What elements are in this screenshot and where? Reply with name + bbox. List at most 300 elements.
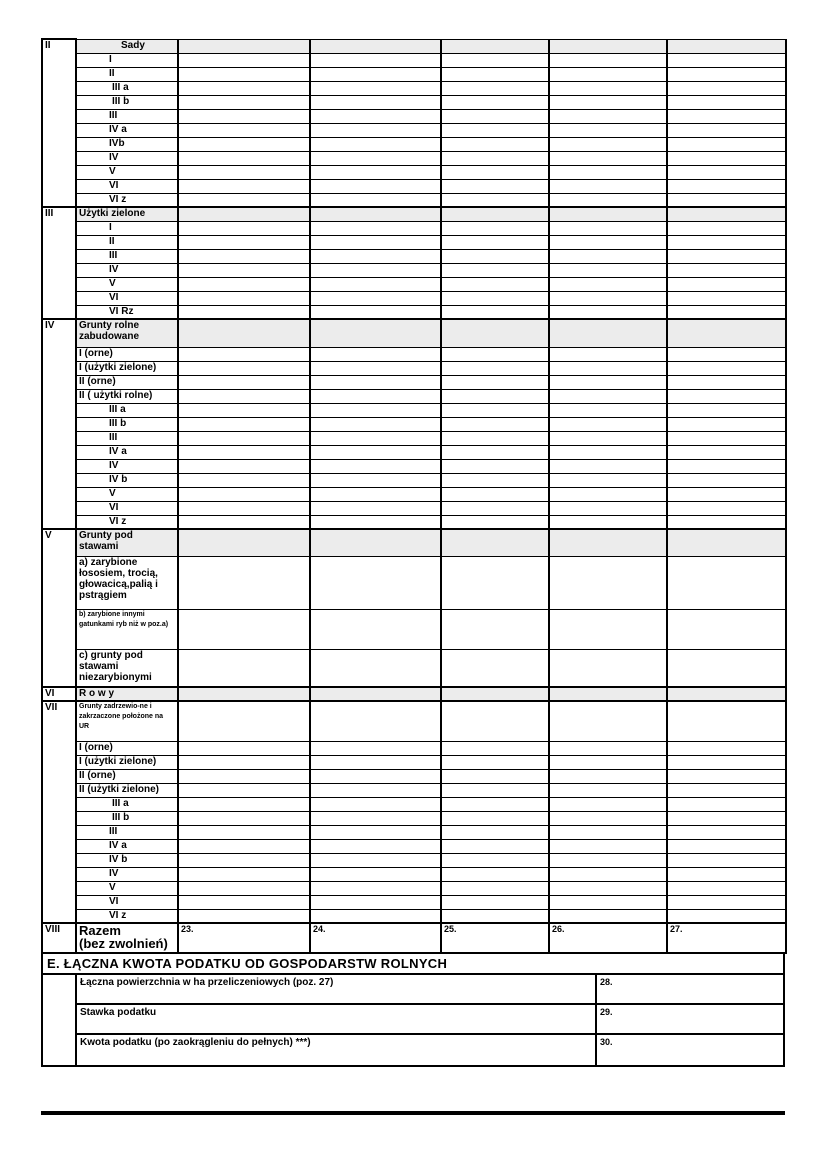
value-cell[interactable] — [549, 347, 667, 361]
value-cell[interactable] — [441, 825, 549, 839]
value-cell[interactable] — [549, 81, 667, 95]
value-cell[interactable] — [310, 755, 441, 769]
value-cell[interactable] — [549, 193, 667, 207]
table-row — [42, 515, 786, 529]
value-cell[interactable] — [178, 375, 310, 389]
value-cell[interactable] — [667, 459, 786, 473]
table-row — [42, 473, 786, 487]
value-cell[interactable] — [178, 556, 310, 609]
value-cell[interactable] — [178, 701, 310, 741]
value-cell[interactable] — [310, 95, 441, 109]
value-cell[interactable] — [441, 649, 549, 687]
value-cell[interactable] — [549, 501, 667, 515]
value-cell[interactable] — [178, 165, 310, 179]
value-cell[interactable] — [441, 556, 549, 609]
value-cell[interactable] — [310, 783, 441, 797]
value-cell[interactable] — [667, 515, 786, 529]
value-cell[interactable] — [549, 487, 667, 501]
value-cell[interactable] — [441, 67, 549, 81]
value-cell[interactable] — [667, 839, 786, 853]
value-cell[interactable] — [549, 556, 667, 609]
value-cell[interactable] — [441, 319, 549, 347]
value-cell[interactable] — [549, 235, 667, 249]
value-cell[interactable] — [549, 207, 667, 221]
value-cell[interactable] — [441, 853, 549, 867]
value-cell[interactable] — [178, 741, 310, 755]
value-cell[interactable] — [667, 39, 786, 53]
roman-numeral — [42, 609, 76, 649]
value-cell[interactable] — [441, 417, 549, 431]
value-cell[interactable] — [310, 165, 441, 179]
value-cell[interactable] — [310, 811, 441, 825]
value-cell[interactable] — [549, 445, 667, 459]
value-cell[interactable] — [549, 459, 667, 473]
value-cell[interactable] — [441, 389, 549, 403]
value-cell[interactable] — [441, 291, 549, 305]
value-cell[interactable] — [549, 361, 667, 375]
value-cell[interactable] — [178, 263, 310, 277]
value-cell[interactable] — [441, 769, 549, 783]
value-cell[interactable] — [549, 39, 667, 53]
value-cell[interactable] — [178, 431, 310, 445]
value-cell[interactable] — [667, 109, 786, 123]
table-row — [42, 895, 786, 909]
value-cell[interactable] — [178, 109, 310, 123]
roman-numeral: VI — [42, 687, 76, 701]
value-cell[interactable] — [178, 137, 310, 151]
value-cell[interactable] — [441, 165, 549, 179]
value-cell[interactable] — [178, 95, 310, 109]
field-23[interactable]: 23. — [178, 923, 310, 953]
value-cell[interactable] — [549, 319, 667, 347]
value-cell[interactable] — [549, 687, 667, 701]
roman-numeral — [42, 649, 76, 687]
value-cell[interactable] — [667, 95, 786, 109]
value-cell[interactable] — [549, 123, 667, 137]
value-cell[interactable] — [667, 291, 786, 305]
value-cell[interactable] — [549, 431, 667, 445]
value-cell[interactable] — [549, 249, 667, 263]
value-cell[interactable] — [178, 81, 310, 95]
value-cell[interactable] — [310, 207, 441, 221]
value-cell[interactable] — [310, 839, 441, 853]
value-cell[interactable] — [441, 797, 549, 811]
value-cell[interactable] — [178, 755, 310, 769]
value-cell[interactable] — [441, 277, 549, 291]
value-cell[interactable] — [549, 221, 667, 235]
value-cell[interactable] — [178, 839, 310, 853]
roman-numeral: III — [42, 207, 76, 221]
value-cell[interactable] — [549, 389, 667, 403]
value-cell[interactable] — [441, 783, 549, 797]
value-cell[interactable] — [441, 375, 549, 389]
table-row — [42, 39, 786, 53]
value-cell[interactable] — [549, 769, 667, 783]
value-cell[interactable] — [178, 67, 310, 81]
roman-numeral — [42, 361, 76, 375]
value-cell[interactable] — [549, 811, 667, 825]
row-label: I (orne) — [76, 741, 178, 755]
value-cell[interactable] — [441, 95, 549, 109]
value-cell[interactable] — [310, 291, 441, 305]
value-cell[interactable] — [441, 81, 549, 95]
value-cell[interactable] — [310, 347, 441, 361]
value-cell[interactable] — [549, 67, 667, 81]
value-cell[interactable] — [310, 741, 441, 755]
value-cell[interactable] — [178, 473, 310, 487]
value-cell[interactable] — [178, 797, 310, 811]
value-cell[interactable] — [667, 529, 786, 556]
value-cell[interactable] — [441, 755, 549, 769]
value-cell[interactable] — [667, 741, 786, 755]
value-cell[interactable] — [549, 305, 667, 319]
value-cell[interactable] — [178, 609, 310, 649]
value-cell[interactable] — [310, 179, 441, 193]
value-cell[interactable] — [549, 609, 667, 649]
value-cell[interactable] — [178, 249, 310, 263]
value-cell[interactable] — [667, 375, 786, 389]
field-30[interactable]: 30. — [600, 1037, 613, 1047]
value-cell[interactable] — [310, 361, 441, 375]
value-cell[interactable] — [178, 221, 310, 235]
value-cell[interactable] — [178, 853, 310, 867]
value-cell[interactable] — [178, 459, 310, 473]
value-cell[interactable] — [549, 741, 667, 755]
value-cell[interactable] — [441, 459, 549, 473]
value-cell[interactable] — [667, 221, 786, 235]
value-cell[interactable] — [667, 811, 786, 825]
value-cell[interactable] — [441, 909, 549, 923]
value-cell[interactable] — [667, 151, 786, 165]
value-cell[interactable] — [310, 53, 441, 67]
value-cell[interactable] — [441, 431, 549, 445]
value-cell[interactable] — [441, 361, 549, 375]
value-cell[interactable] — [310, 319, 441, 347]
table-row — [42, 556, 786, 609]
value-cell[interactable] — [549, 839, 667, 853]
value-cell[interactable] — [178, 529, 310, 556]
value-cell[interactable] — [549, 755, 667, 769]
value-cell[interactable] — [310, 556, 441, 609]
value-cell[interactable] — [549, 881, 667, 895]
value-cell[interactable] — [178, 403, 310, 417]
value-cell[interactable] — [441, 473, 549, 487]
value-cell[interactable] — [549, 867, 667, 881]
value-cell[interactable] — [441, 235, 549, 249]
value-cell[interactable] — [441, 403, 549, 417]
row-label: b) zarybione innymi gatunkami ryb niż w poz.a) — [76, 609, 178, 649]
value-cell[interactable] — [178, 881, 310, 895]
row-label: VI z — [76, 193, 178, 207]
value-cell[interactable] — [667, 67, 786, 81]
value-cell[interactable] — [310, 501, 441, 515]
value-cell[interactable] — [549, 137, 667, 151]
value-cell[interactable] — [310, 529, 441, 556]
value-cell[interactable] — [178, 687, 310, 701]
value-cell[interactable] — [441, 529, 549, 556]
value-cell[interactable] — [310, 417, 441, 431]
value-cell[interactable] — [667, 277, 786, 291]
table-row — [42, 305, 786, 319]
value-cell[interactable] — [310, 825, 441, 839]
value-cell[interactable] — [178, 909, 310, 923]
value-cell[interactable] — [310, 445, 441, 459]
row-label: IV a — [76, 445, 178, 459]
value-cell[interactable] — [310, 701, 441, 741]
value-cell[interactable] — [178, 783, 310, 797]
value-cell[interactable] — [441, 137, 549, 151]
value-cell[interactable] — [178, 179, 310, 193]
value-cell[interactable] — [441, 39, 549, 53]
value-cell[interactable] — [667, 193, 786, 207]
value-cell[interactable] — [667, 783, 786, 797]
value-cell[interactable] — [178, 487, 310, 501]
row-label: I (użytki zielone) — [76, 755, 178, 769]
value-cell[interactable] — [549, 165, 667, 179]
value-cell[interactable] — [667, 179, 786, 193]
table-row — [42, 67, 786, 81]
value-cell[interactable] — [667, 137, 786, 151]
value-cell[interactable] — [549, 109, 667, 123]
value-cell[interactable] — [310, 109, 441, 123]
value-cell[interactable] — [667, 445, 786, 459]
value-cell[interactable] — [667, 207, 786, 221]
value-cell[interactable] — [549, 277, 667, 291]
value-cell[interactable] — [549, 417, 667, 431]
value-cell[interactable] — [178, 811, 310, 825]
table-row — [42, 909, 786, 923]
value-cell[interactable] — [667, 797, 786, 811]
value-cell[interactable] — [549, 473, 667, 487]
value-cell[interactable] — [667, 123, 786, 137]
value-cell[interactable] — [178, 895, 310, 909]
value-cell[interactable] — [310, 487, 441, 501]
value-cell[interactable] — [178, 445, 310, 459]
value-cell[interactable] — [549, 515, 667, 529]
value-cell[interactable] — [178, 515, 310, 529]
value-cell[interactable] — [178, 417, 310, 431]
value-cell[interactable] — [441, 249, 549, 263]
value-cell[interactable] — [310, 123, 441, 137]
value-cell[interactable] — [310, 909, 441, 923]
field-29[interactable]: 29. — [600, 1007, 613, 1017]
value-cell[interactable] — [667, 417, 786, 431]
value-cell[interactable] — [441, 895, 549, 909]
value-cell[interactable] — [667, 263, 786, 277]
value-cell[interactable] — [667, 649, 786, 687]
value-cell[interactable] — [310, 263, 441, 277]
value-cell[interactable] — [667, 165, 786, 179]
value-cell[interactable] — [310, 137, 441, 151]
value-cell[interactable] — [178, 825, 310, 839]
value-cell[interactable] — [441, 687, 549, 701]
value-cell[interactable] — [310, 81, 441, 95]
value-cell[interactable] — [310, 459, 441, 473]
table-row — [42, 277, 786, 291]
value-cell[interactable] — [667, 609, 786, 649]
field-27[interactable]: 27. — [667, 923, 786, 953]
value-cell[interactable] — [549, 375, 667, 389]
value-cell[interactable] — [310, 687, 441, 701]
value-cell[interactable] — [667, 825, 786, 839]
value-cell[interactable] — [441, 811, 549, 825]
value-cell[interactable] — [310, 277, 441, 291]
value-cell[interactable] — [549, 263, 667, 277]
value-cell[interactable] — [441, 221, 549, 235]
value-cell[interactable] — [310, 649, 441, 687]
value-cell[interactable] — [310, 39, 441, 53]
value-cell[interactable] — [441, 487, 549, 501]
value-cell[interactable] — [667, 305, 786, 319]
value-cell[interactable] — [441, 515, 549, 529]
value-cell[interactable] — [178, 39, 310, 53]
value-cell[interactable] — [441, 609, 549, 649]
value-cell[interactable] — [310, 853, 441, 867]
value-cell[interactable] — [549, 825, 667, 839]
row-label: IV — [76, 459, 178, 473]
value-cell[interactable] — [549, 797, 667, 811]
value-cell[interactable] — [667, 473, 786, 487]
value-cell[interactable] — [310, 895, 441, 909]
value-cell[interactable] — [667, 556, 786, 609]
value-cell[interactable] — [441, 263, 549, 277]
value-cell[interactable] — [310, 221, 441, 235]
value-cell[interactable] — [178, 501, 310, 515]
value-cell[interactable] — [441, 193, 549, 207]
value-cell[interactable] — [178, 305, 310, 319]
value-cell[interactable] — [178, 347, 310, 361]
value-cell[interactable] — [667, 853, 786, 867]
value-cell[interactable] — [549, 403, 667, 417]
value-cell[interactable] — [178, 361, 310, 375]
value-cell[interactable] — [441, 179, 549, 193]
value-cell[interactable] — [549, 853, 667, 867]
value-cell[interactable] — [178, 867, 310, 881]
value-cell[interactable] — [310, 375, 441, 389]
value-cell[interactable] — [310, 797, 441, 811]
value-cell[interactable] — [441, 109, 549, 123]
value-cell[interactable] — [310, 305, 441, 319]
value-cell[interactable] — [667, 701, 786, 741]
field-28[interactable]: 28. — [600, 977, 613, 987]
value-cell[interactable] — [178, 291, 310, 305]
roman-numeral — [42, 375, 76, 389]
value-cell[interactable] — [441, 867, 549, 881]
value-cell[interactable] — [441, 305, 549, 319]
value-cell[interactable] — [441, 881, 549, 895]
field-26[interactable]: 26. — [549, 923, 667, 953]
value-cell[interactable] — [549, 529, 667, 556]
value-cell[interactable] — [667, 687, 786, 701]
value-cell[interactable] — [549, 909, 667, 923]
value-cell[interactable] — [310, 769, 441, 783]
value-cell[interactable] — [178, 207, 310, 221]
value-cell[interactable] — [178, 193, 310, 207]
value-cell[interactable] — [310, 151, 441, 165]
value-cell[interactable] — [667, 487, 786, 501]
value-cell[interactable] — [310, 515, 441, 529]
value-cell[interactable] — [310, 867, 441, 881]
value-cell[interactable] — [441, 741, 549, 755]
value-cell[interactable] — [310, 249, 441, 263]
value-cell[interactable] — [310, 473, 441, 487]
value-cell[interactable] — [667, 389, 786, 403]
value-cell[interactable] — [441, 207, 549, 221]
value-cell[interactable] — [549, 783, 667, 797]
value-cell[interactable] — [667, 81, 786, 95]
roman-numeral — [42, 291, 76, 305]
value-cell[interactable] — [178, 277, 310, 291]
value-cell[interactable] — [667, 403, 786, 417]
value-cell[interactable] — [310, 193, 441, 207]
value-cell[interactable] — [310, 235, 441, 249]
value-cell[interactable] — [441, 701, 549, 741]
table-row — [42, 151, 786, 165]
value-cell[interactable] — [667, 881, 786, 895]
value-cell[interactable] — [549, 649, 667, 687]
value-cell[interactable] — [667, 53, 786, 67]
value-cell[interactable] — [667, 431, 786, 445]
value-cell[interactable] — [441, 347, 549, 361]
value-cell[interactable] — [549, 151, 667, 165]
value-cell[interactable] — [310, 881, 441, 895]
field-25[interactable]: 25. — [441, 923, 549, 953]
value-cell[interactable] — [667, 319, 786, 347]
row-label: II (orne) — [76, 375, 178, 389]
value-cell[interactable] — [667, 501, 786, 515]
roman-numeral — [42, 67, 76, 81]
value-cell[interactable] — [310, 67, 441, 81]
value-cell[interactable] — [549, 179, 667, 193]
value-cell[interactable] — [310, 431, 441, 445]
value-cell[interactable] — [178, 235, 310, 249]
value-cell[interactable] — [549, 291, 667, 305]
value-cell[interactable] — [667, 347, 786, 361]
value-cell[interactable] — [310, 609, 441, 649]
value-cell[interactable] — [178, 769, 310, 783]
section-e-row — [77, 975, 783, 1005]
value-cell[interactable] — [441, 53, 549, 67]
value-cell[interactable] — [178, 151, 310, 165]
value-cell[interactable] — [178, 319, 310, 347]
value-cell[interactable] — [178, 123, 310, 137]
value-cell[interactable] — [667, 235, 786, 249]
value-cell[interactable] — [310, 403, 441, 417]
value-cell[interactable] — [178, 53, 310, 67]
value-cell[interactable] — [549, 895, 667, 909]
value-cell[interactable] — [441, 445, 549, 459]
value-cell[interactable] — [178, 649, 310, 687]
table-row — [42, 81, 786, 95]
value-cell[interactable] — [667, 895, 786, 909]
value-cell[interactable] — [667, 909, 786, 923]
value-cell[interactable] — [549, 701, 667, 741]
value-cell[interactable] — [667, 361, 786, 375]
value-cell[interactable] — [667, 769, 786, 783]
value-cell[interactable] — [441, 839, 549, 853]
value-cell[interactable] — [667, 755, 786, 769]
value-cell[interactable] — [549, 53, 667, 67]
value-cell[interactable] — [178, 389, 310, 403]
value-cell[interactable] — [549, 95, 667, 109]
field-24[interactable]: 24. — [310, 923, 441, 953]
value-cell[interactable] — [310, 389, 441, 403]
value-cell[interactable] — [667, 867, 786, 881]
value-cell[interactable] — [441, 151, 549, 165]
value-cell[interactable] — [441, 123, 549, 137]
value-cell[interactable] — [441, 501, 549, 515]
value-cell[interactable] — [667, 249, 786, 263]
